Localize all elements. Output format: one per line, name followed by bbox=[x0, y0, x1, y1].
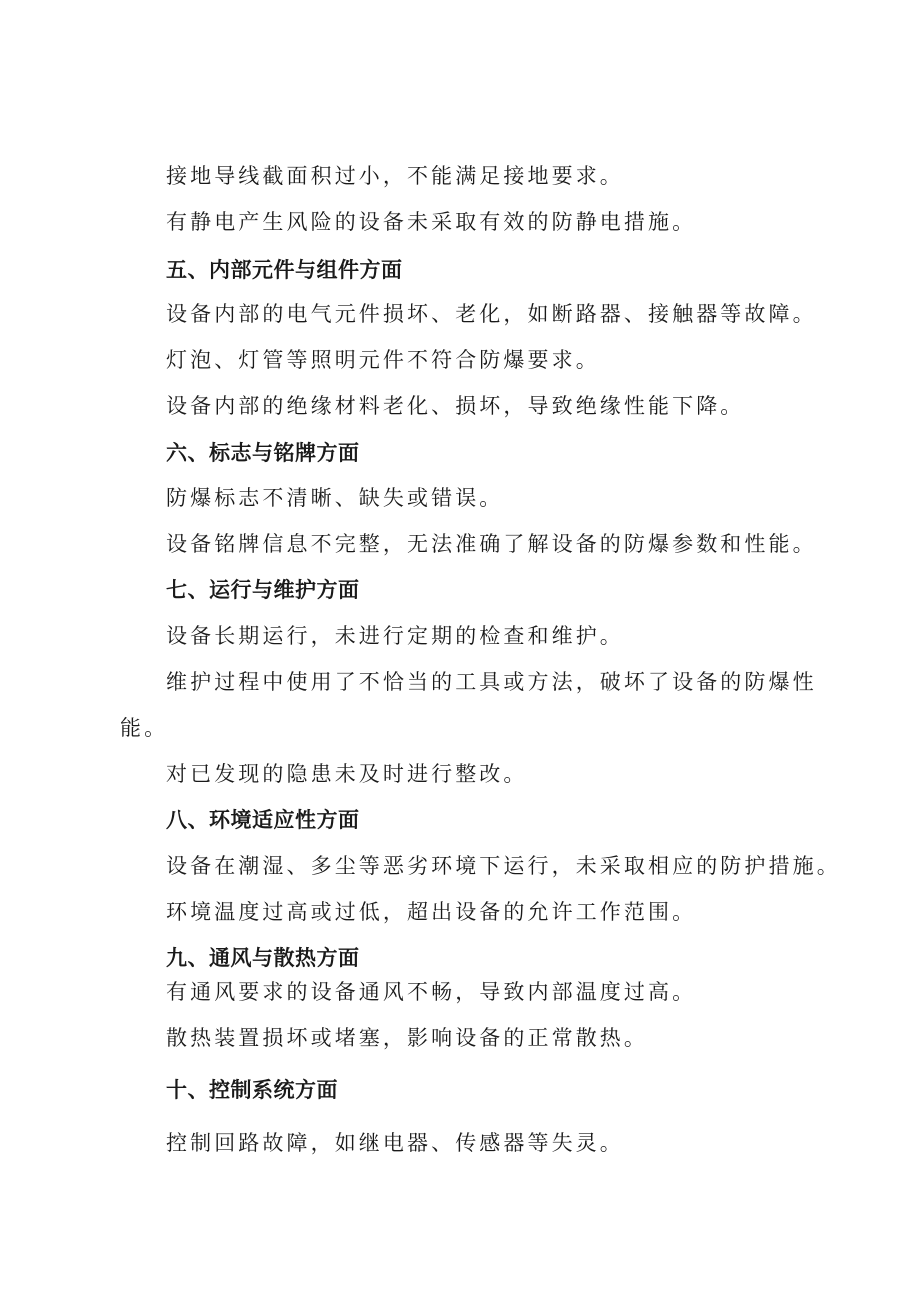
section-heading: 九、通风与散热方面 bbox=[166, 946, 360, 970]
paragraph: 有静电产生风险的设备未采取有效的防静电措施。 bbox=[166, 210, 697, 234]
paragraph: 环境温度过高或过低，超出设备的允许工作范围。 bbox=[166, 900, 697, 924]
paragraph: 对已发现的隐患未及时进行整改。 bbox=[166, 762, 528, 786]
paragraph: 散热装置损坏或堵塞，影响设备的正常散热。 bbox=[166, 1026, 648, 1050]
section-heading: 十、控制系统方面 bbox=[166, 1078, 338, 1102]
paragraph: 维护过程中使用了不恰当的工具或方法，破坏了设备的防爆性 bbox=[166, 670, 817, 694]
paragraph: 接地导线截面积过小，不能满足接地要求。 bbox=[166, 164, 624, 188]
paragraph: 控制回路故障，如继电器、传感器等失灵。 bbox=[166, 1131, 624, 1155]
paragraph: 设备内部的电气元件损坏、老化，如断路器、接触器等故障。 bbox=[166, 302, 817, 326]
paragraph: 设备长期运行，未进行定期的检查和维护。 bbox=[166, 624, 624, 648]
paragraph: 设备铭牌信息不完整，无法准确了解设备的防爆参数和性能。 bbox=[166, 532, 817, 556]
paragraph: 灯泡、灯管等照明元件不符合防爆要求。 bbox=[166, 348, 600, 372]
paragraph: 有通风要求的设备通风不畅，导致内部温度过高。 bbox=[166, 980, 697, 1004]
paragraph: 设备内部的绝缘材料老化、损坏，导致绝缘性能下降。 bbox=[166, 394, 745, 418]
paragraph: 设备在潮湿、多尘等恶劣环境下运行，未采取相应的防护措施。 bbox=[166, 854, 841, 878]
section-heading: 五、内部元件与组件方面 bbox=[166, 258, 403, 282]
section-heading: 八、环境适应性方面 bbox=[166, 808, 360, 832]
section-heading: 七、运行与维护方面 bbox=[166, 578, 360, 602]
section-heading: 六、标志与铭牌方面 bbox=[166, 441, 360, 465]
paragraph: 防爆标志不清晰、缺失或错误。 bbox=[166, 486, 504, 510]
paragraph-continuation: 能。 bbox=[120, 716, 169, 740]
